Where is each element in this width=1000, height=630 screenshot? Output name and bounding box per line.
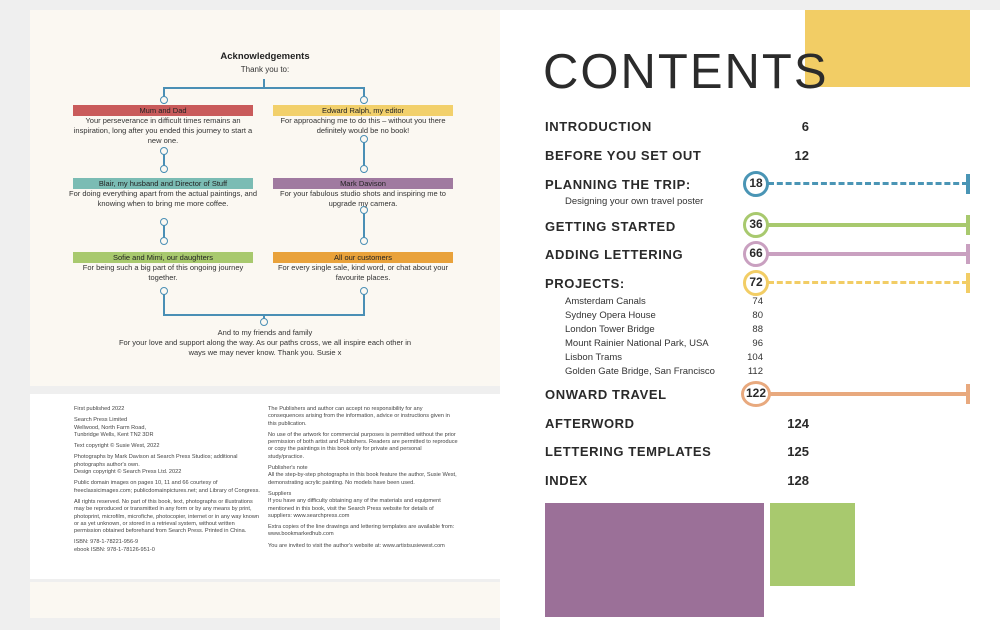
toc-project-page: 88: [752, 324, 763, 335]
toc-project-label: Mount Rainier National Park, USA: [565, 338, 709, 349]
imprint-paragraph: First published 2022: [74, 406, 125, 412]
ack-name-pill: Mum and Dad: [73, 105, 253, 116]
tree-node: [160, 218, 168, 226]
imprint-paragraph: Suppliers If you have any difficulty obtaining any of the materials and equipment mentioned in this book, visit the Search Press website for details of suppliers: www.searchpress.com: [268, 490, 441, 519]
imprint-paragraph: Search Press Limited Wellwood, North Farm Road, Tunbridge Wells, Kent TN2 3DR: [74, 417, 154, 438]
toc-project-page: 112: [747, 366, 763, 377]
ack-description: For being such a big part of this ongoing journey together.: [82, 263, 244, 282]
tree-node: [160, 165, 168, 173]
toc-entry-label: ONWARD TRAVEL: [545, 387, 667, 402]
imprint-right-column: [268, 406, 458, 554]
ack-description: Your perseverance in difficult times remains an inspiration, long after you ended this journey to start a new one.: [73, 116, 253, 145]
tree-node: [160, 287, 168, 295]
toc-page-circle: 122: [741, 381, 771, 407]
tree-node: [360, 96, 368, 104]
ack-description: For doing everything apart from the actual paintings, and knowing when to bring me more coffee.: [68, 189, 258, 208]
toc-page-circle: 18: [743, 171, 769, 197]
imprint-paragraph: ISBN: 978-1-78221-956-9 ebook ISBN: 978-1-78126-951-0: [74, 539, 155, 553]
toc-project-label: Golden Gate Bridge, San Francisco: [565, 366, 715, 377]
ack-closing: [110, 328, 420, 358]
toc-entry-introduction[interactable]: [545, 119, 815, 137]
tree-node: [360, 287, 368, 295]
tree-line: [363, 294, 365, 315]
imprint-paragraph: Text copyright © Susie West, 2022: [74, 443, 160, 450]
tree-node: [160, 147, 168, 155]
toc-entry-lettering-templates[interactable]: [545, 444, 815, 462]
toc-project-page: 104: [747, 352, 763, 363]
toc-track-end: [966, 215, 970, 235]
ack-name-pill: Mark Davison: [273, 178, 453, 189]
ack-description: For approaching me to do this – without you there definitely would be no book!: [280, 116, 446, 135]
toc-entry-label: PLANNING THE TRIP:: [545, 177, 691, 192]
toc-entry-label: PROJECTS:: [545, 276, 625, 291]
toc-track-line: [768, 182, 968, 185]
tree-node: [260, 318, 268, 326]
imprint-paragraph: Photographs by Mark Davison at Search Press Studios; additional photographs author's own. Design copyright © Search Press Ltd. 2022: [74, 454, 238, 476]
decorative-yellow-block: [805, 10, 970, 87]
toc-project-page: 74: [752, 296, 763, 307]
toc-entry-onward-travel[interactable]: [545, 387, 815, 405]
ack-closing-text: For your love and support along the way. As our paths cross, we all inspire each other in ways we may never know. Thank you. Susie x: [118, 338, 412, 357]
ack-closing-title: And to my friends and family: [217, 328, 313, 337]
imprint-section: [30, 394, 500, 579]
decorative-green-block: [770, 503, 855, 586]
toc-track-end: [966, 273, 970, 293]
toc-project-label: London Tower Bridge: [565, 324, 655, 335]
ack-name-pill: Edward Ralph, my editor: [273, 105, 453, 116]
toc-entry-adding-lettering[interactable]: [545, 247, 815, 265]
contents-title: CONTENTS: [543, 45, 829, 99]
toc-project-page: 96: [752, 338, 763, 349]
toc-entry-before-you-set-out[interactable]: [545, 148, 815, 166]
acknowledgements-intro: Thank you to:: [240, 65, 290, 74]
toc-entry-label: AFTERWORD: [545, 416, 635, 431]
toc-entry-page: 124: [787, 416, 809, 431]
toc-entry-getting-started[interactable]: [545, 219, 815, 237]
toc-track-end: [966, 174, 970, 194]
toc-entry-page: 128: [787, 473, 809, 488]
imprint-paragraph: Public domain images on pages 10, 11 and 66 courtesy of freeclassicimages.com; publicdomainpictures.net; and Library of Congress.: [74, 480, 260, 494]
toc-track-line: [768, 281, 968, 284]
page-divider: [30, 579, 500, 582]
acknowledgements-section: [30, 10, 500, 386]
toc-entry-label: INTRODUCTION: [545, 119, 652, 134]
toc-subentry-label: Designing your own travel poster: [565, 196, 704, 207]
toc-entry-index[interactable]: [545, 473, 815, 491]
toc-entry-label: BEFORE YOU SET OUT: [545, 148, 702, 163]
imprint-paragraph: All rights reserved. No part of this book, text, photographs or illustrations may be reproduced or transmitted in any form or by any means by print, photoprint, microfilm, microfiche, photocopier, internet or in any way known or as yet unknown, or stored in a retrieval system, without written permission obtained beforehand from Search Press. Printed in China.: [74, 498, 259, 535]
toc-track-line: [768, 223, 968, 227]
toc-page-circle: 36: [743, 212, 769, 238]
toc-project-label: Amsterdam Canals: [565, 296, 646, 307]
ack-name-pill: All our customers: [273, 252, 453, 263]
tree-line: [163, 294, 165, 315]
toc-project-page: 80: [752, 310, 763, 321]
toc-page-circle: 66: [743, 241, 769, 267]
toc-entry-page: 125: [787, 444, 809, 459]
toc-track-end: [966, 244, 970, 264]
tree-node: [360, 135, 368, 143]
tree-node: [360, 165, 368, 173]
tree-line: [163, 87, 365, 89]
ack-name-pill: Blair, my husband and Director of Stuff: [73, 178, 253, 189]
imprint-paragraph: You are invited to visit the author's website at: www.artistsusiewest.com: [268, 542, 445, 549]
ack-name-pill: Sofie and Mimi, our daughters: [73, 252, 253, 263]
tree-node: [160, 237, 168, 245]
toc-entry-label: LETTERING TEMPLATES: [545, 444, 712, 459]
toc-track-line: [768, 392, 968, 396]
ack-description: For every single sale, kind word, or chat about your favourite places.: [277, 263, 449, 282]
toc-entry-page: 12: [794, 148, 809, 163]
decorative-purple-block: [545, 503, 764, 617]
page-divider: [30, 386, 500, 394]
right-page: [500, 10, 1000, 630]
toc-project-label: Lisbon Trams: [565, 352, 623, 363]
toc-project-label: Sydney Opera House: [565, 310, 656, 321]
ack-description: For your fabulous studio shots and inspiring me to upgrade my camera.: [280, 189, 446, 208]
tree-node: [160, 96, 168, 104]
toc-entry-afterword[interactable]: [545, 416, 815, 434]
toc-entry-label: INDEX: [545, 473, 588, 488]
toc-track-end: [966, 384, 970, 404]
left-page: [30, 10, 500, 618]
toc-track-line: [768, 252, 968, 256]
imprint-paragraph: Publisher's note All the step-by-step photographs in this book feature the author, Susie West, demonstrating acrylic painting. No models have been used.: [268, 465, 457, 486]
imprint-paragraph: Extra copies of the line drawings and lettering templates are available from: www.bookmarkedhub.com: [268, 524, 455, 538]
toc-entry-page: 6: [801, 119, 809, 134]
tree-line: [263, 79, 265, 87]
toc-entry-projects[interactable]: [545, 276, 815, 294]
toc-entry-planning-the-trip[interactable]: [545, 177, 815, 195]
acknowledgements-title: Acknowledgements: [220, 51, 310, 62]
imprint-paragraph: The Publishers and author can accept no responsibility for any consequences arising from the information, advice or instructions given in this publication.: [268, 406, 450, 427]
imprint-paragraph: No use of the artwork for commercial purposes is permitted without the prior permission of both artist and Publishers. Readers are permitted to reproduce or copy the paintings in this book only for private and personal study/practice.: [268, 431, 458, 460]
imprint-left-column: [74, 406, 260, 558]
tree-node: [360, 237, 368, 245]
toc-page-circle: 72: [743, 270, 769, 296]
toc-entry-label: ADDING LETTERING: [545, 247, 684, 262]
toc-entry-label: GETTING STARTED: [545, 219, 676, 234]
